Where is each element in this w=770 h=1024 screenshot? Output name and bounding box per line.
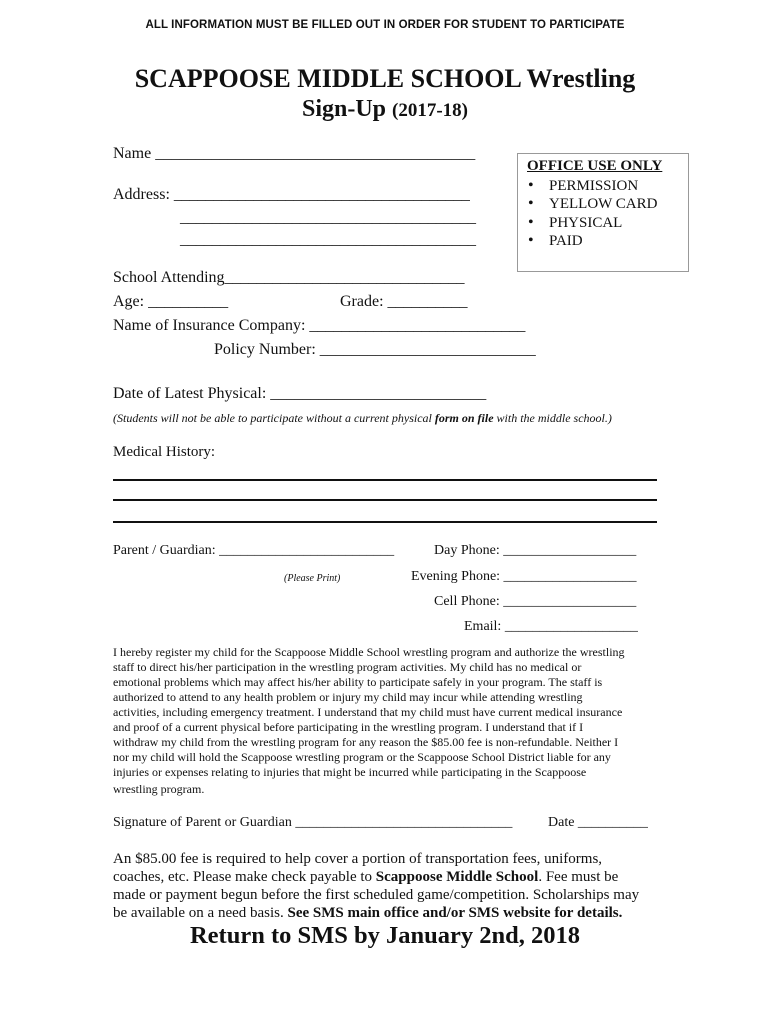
policy-number-field[interactable]: Policy Number: ___________________________ <box>214 341 536 358</box>
agreement-line: authorized to attend to any health problem or injury my child may incur while attending wrestling <box>113 690 583 704</box>
office-use-heading: OFFICE USE ONLY <box>527 158 663 174</box>
agreement-line: staff to direct his/her participation in the wrestling program activities. My child has no medical or <box>113 660 582 674</box>
agreement-line: I hereby register my child for the Scappoose Middle School wrestling program and authorize the wrestling <box>113 645 625 659</box>
office-use-list <box>527 177 679 250</box>
header-note: ALL INFORMATION MUST BE FILLED OUT IN ORDER FOR STUDENT TO PARTICIPATE <box>145 19 625 31</box>
page-subtitle <box>0 96 770 123</box>
agreement-line: nor my child will hold the Scappoose wrestling program or the Scappoose School District liable for any <box>113 750 611 764</box>
fee-line-4-text: be available on a need basis. <box>113 905 288 921</box>
physical-note-after: with the middle school.) <box>493 411 612 425</box>
office-use-item: • YELLOW CARD <box>527 195 679 213</box>
address-field[interactable]: Address: _____________________________________ <box>113 186 470 203</box>
subtitle-text: Sign-Up <box>301 96 387 122</box>
agreement-line: activities, including emergency treatment. I understand that my child must have current medical insurance <box>113 705 623 719</box>
address-line-2[interactable]: _____________________________________ <box>180 209 476 226</box>
medical-history-line[interactable] <box>113 479 657 481</box>
fee-details-note: See SMS main office and/or SMS website for details. <box>287 905 623 921</box>
age-field[interactable]: Age: __________ <box>113 293 229 310</box>
signature-field[interactable]: Signature of Parent or Guardian _______________________________ <box>113 815 513 830</box>
parent-guardian-field[interactable]: Parent / Guardian: _________________________ <box>113 543 395 558</box>
office-use-box <box>517 153 689 272</box>
page-title: SCAPPOOSE MIDDLE SCHOOL Wrestling <box>134 64 636 93</box>
fee-line: An $85.00 fee is required to help cover a portion of transportation fees, uniforms, <box>113 851 603 867</box>
fee-line <box>113 904 658 922</box>
physical-date-field[interactable]: Date of Latest Physical: ___________________________ <box>113 385 487 402</box>
insurance-field[interactable]: Name of Insurance Company: ___________________________ <box>113 317 526 334</box>
fee-line-2-text: coaches, etc. Please make check payable to <box>113 869 376 885</box>
physical-note <box>113 411 612 426</box>
fee-line-2-end: . Fee must be <box>538 869 619 885</box>
name-field[interactable]: Name ________________________________________ <box>113 145 476 162</box>
agreement-line: injuries or expenses relating to injuries that might be incurred while participating in the Scappoose <box>113 765 587 779</box>
school-field[interactable]: School Attending______________________________ <box>113 269 465 286</box>
office-use-item: • PERMISSION <box>527 177 679 195</box>
evening-phone-field[interactable]: Evening Phone: ___________________ <box>411 569 637 584</box>
agreement-paragraph <box>113 645 658 797</box>
medical-history-line[interactable] <box>113 521 657 523</box>
fee-line: made or payment begun before the first scheduled game/competition. Scholarships may <box>113 887 640 903</box>
grade-field[interactable]: Grade: __________ <box>340 293 468 310</box>
return-deadline: Return to SMS by January 2nd, 2018 <box>189 922 580 949</box>
medical-history-label: Medical History: <box>113 444 216 460</box>
please-print-note: (Please Print) <box>284 573 341 584</box>
date-field[interactable]: Date __________ <box>548 815 648 830</box>
email-field[interactable]: Email: ___________________ <box>464 619 638 634</box>
office-use-item: • PAID <box>527 232 679 250</box>
day-phone-field[interactable]: Day Phone: ___________________ <box>434 543 637 558</box>
office-use-item: • PHYSICAL <box>527 214 679 232</box>
physical-note-bold: form on file <box>434 411 494 425</box>
cell-phone-field[interactable]: Cell Phone: ___________________ <box>434 594 637 609</box>
physical-note-before: (Students will not be able to participate without a current physical <box>113 411 435 425</box>
fee-paragraph <box>113 850 658 922</box>
agreement-line: wrestling program. <box>113 782 205 796</box>
payable-to: Scappoose Middle School <box>375 869 539 885</box>
address-line-3[interactable]: _____________________________________ <box>180 231 476 248</box>
fee-line <box>113 868 658 886</box>
agreement-line: emotional problems which may affect his/her ability to participate safely in your program. The staff is <box>113 675 603 689</box>
medical-history-line[interactable] <box>113 499 657 501</box>
agreement-line: and proof of a current physical before participating in the wrestling program. I understand that if I <box>113 720 584 734</box>
subtitle-year: (2017-18) <box>392 100 469 121</box>
agreement-line: withdraw my child from the wrestling program for any reason the $85.00 fee is non-refundable. Neither I <box>113 735 619 749</box>
